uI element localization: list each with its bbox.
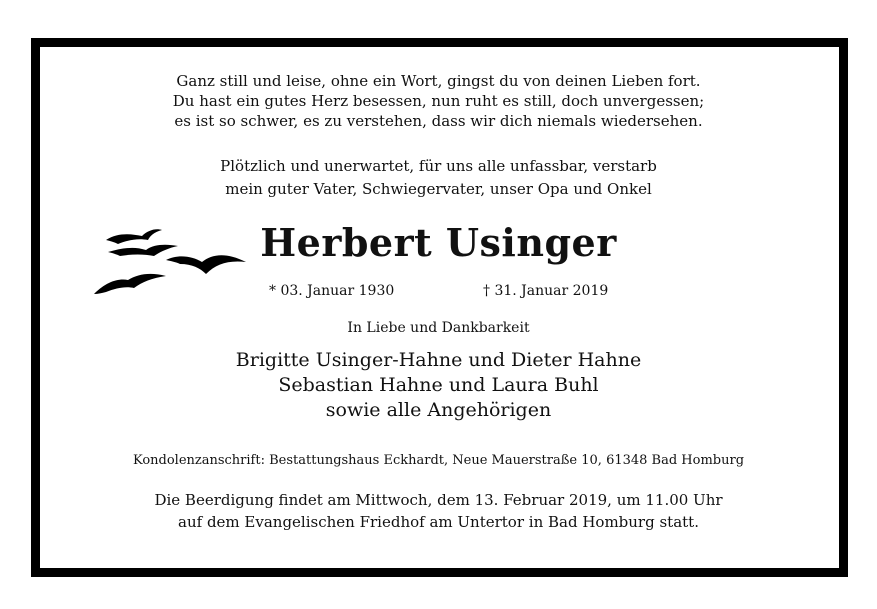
deceased-name: Herbert Usinger	[260, 220, 617, 265]
intro-text	[0, 155, 877, 201]
poem	[0, 71, 877, 131]
funeral-details	[0, 489, 877, 533]
mourners-list	[0, 348, 877, 423]
death-date: † 31. Januar 2019	[483, 283, 609, 299]
poem-line-2: Du hast ein gutes Herz besessen, nun ruht es still, doch unvergessen;	[172, 92, 705, 110]
bird-3-icon	[94, 274, 166, 294]
funeral-line-2: auf dem Evangelischen Friedhof am Untertor in Bad Homburg statt.	[178, 513, 699, 531]
poem-line-3: es ist so schwer, es zu verstehen, dass wir dich niemals wiedersehen.	[174, 112, 703, 130]
mourners-line-3: sowie alle Angehörigen	[325, 399, 552, 421]
condolence-address: Kondolenzanschrift: Bestattungshaus Eckhardt, Neue Mauerstraße 10, 61348 Bad Homburg	[132, 453, 745, 468]
poem-line-1: Ganz still und leise, ohne ein Wort, gingst du von deinen Lieben fort.	[176, 72, 701, 90]
birth-date: * 03. Januar 1930	[269, 283, 395, 299]
intro-line-2: mein guter Vater, Schwiegervater, unser Opa und Onkel	[225, 180, 652, 198]
mourners-line-2: Sebastian Hahne und Laura Buhl	[278, 374, 599, 396]
funeral-line-1: Die Beerdigung findet am Mittwoch, dem 13. Februar 2019, um 11.00 Uhr	[154, 491, 723, 509]
intro-line-1: Plötzlich und unerwartet, für uns alle unfassbar, verstarb	[220, 157, 657, 175]
mourners-heading: In Liebe und Dankbarkeit	[347, 320, 530, 336]
mourners-line-1: Brigitte Usinger-Hahne und Dieter Hahne	[235, 349, 642, 371]
